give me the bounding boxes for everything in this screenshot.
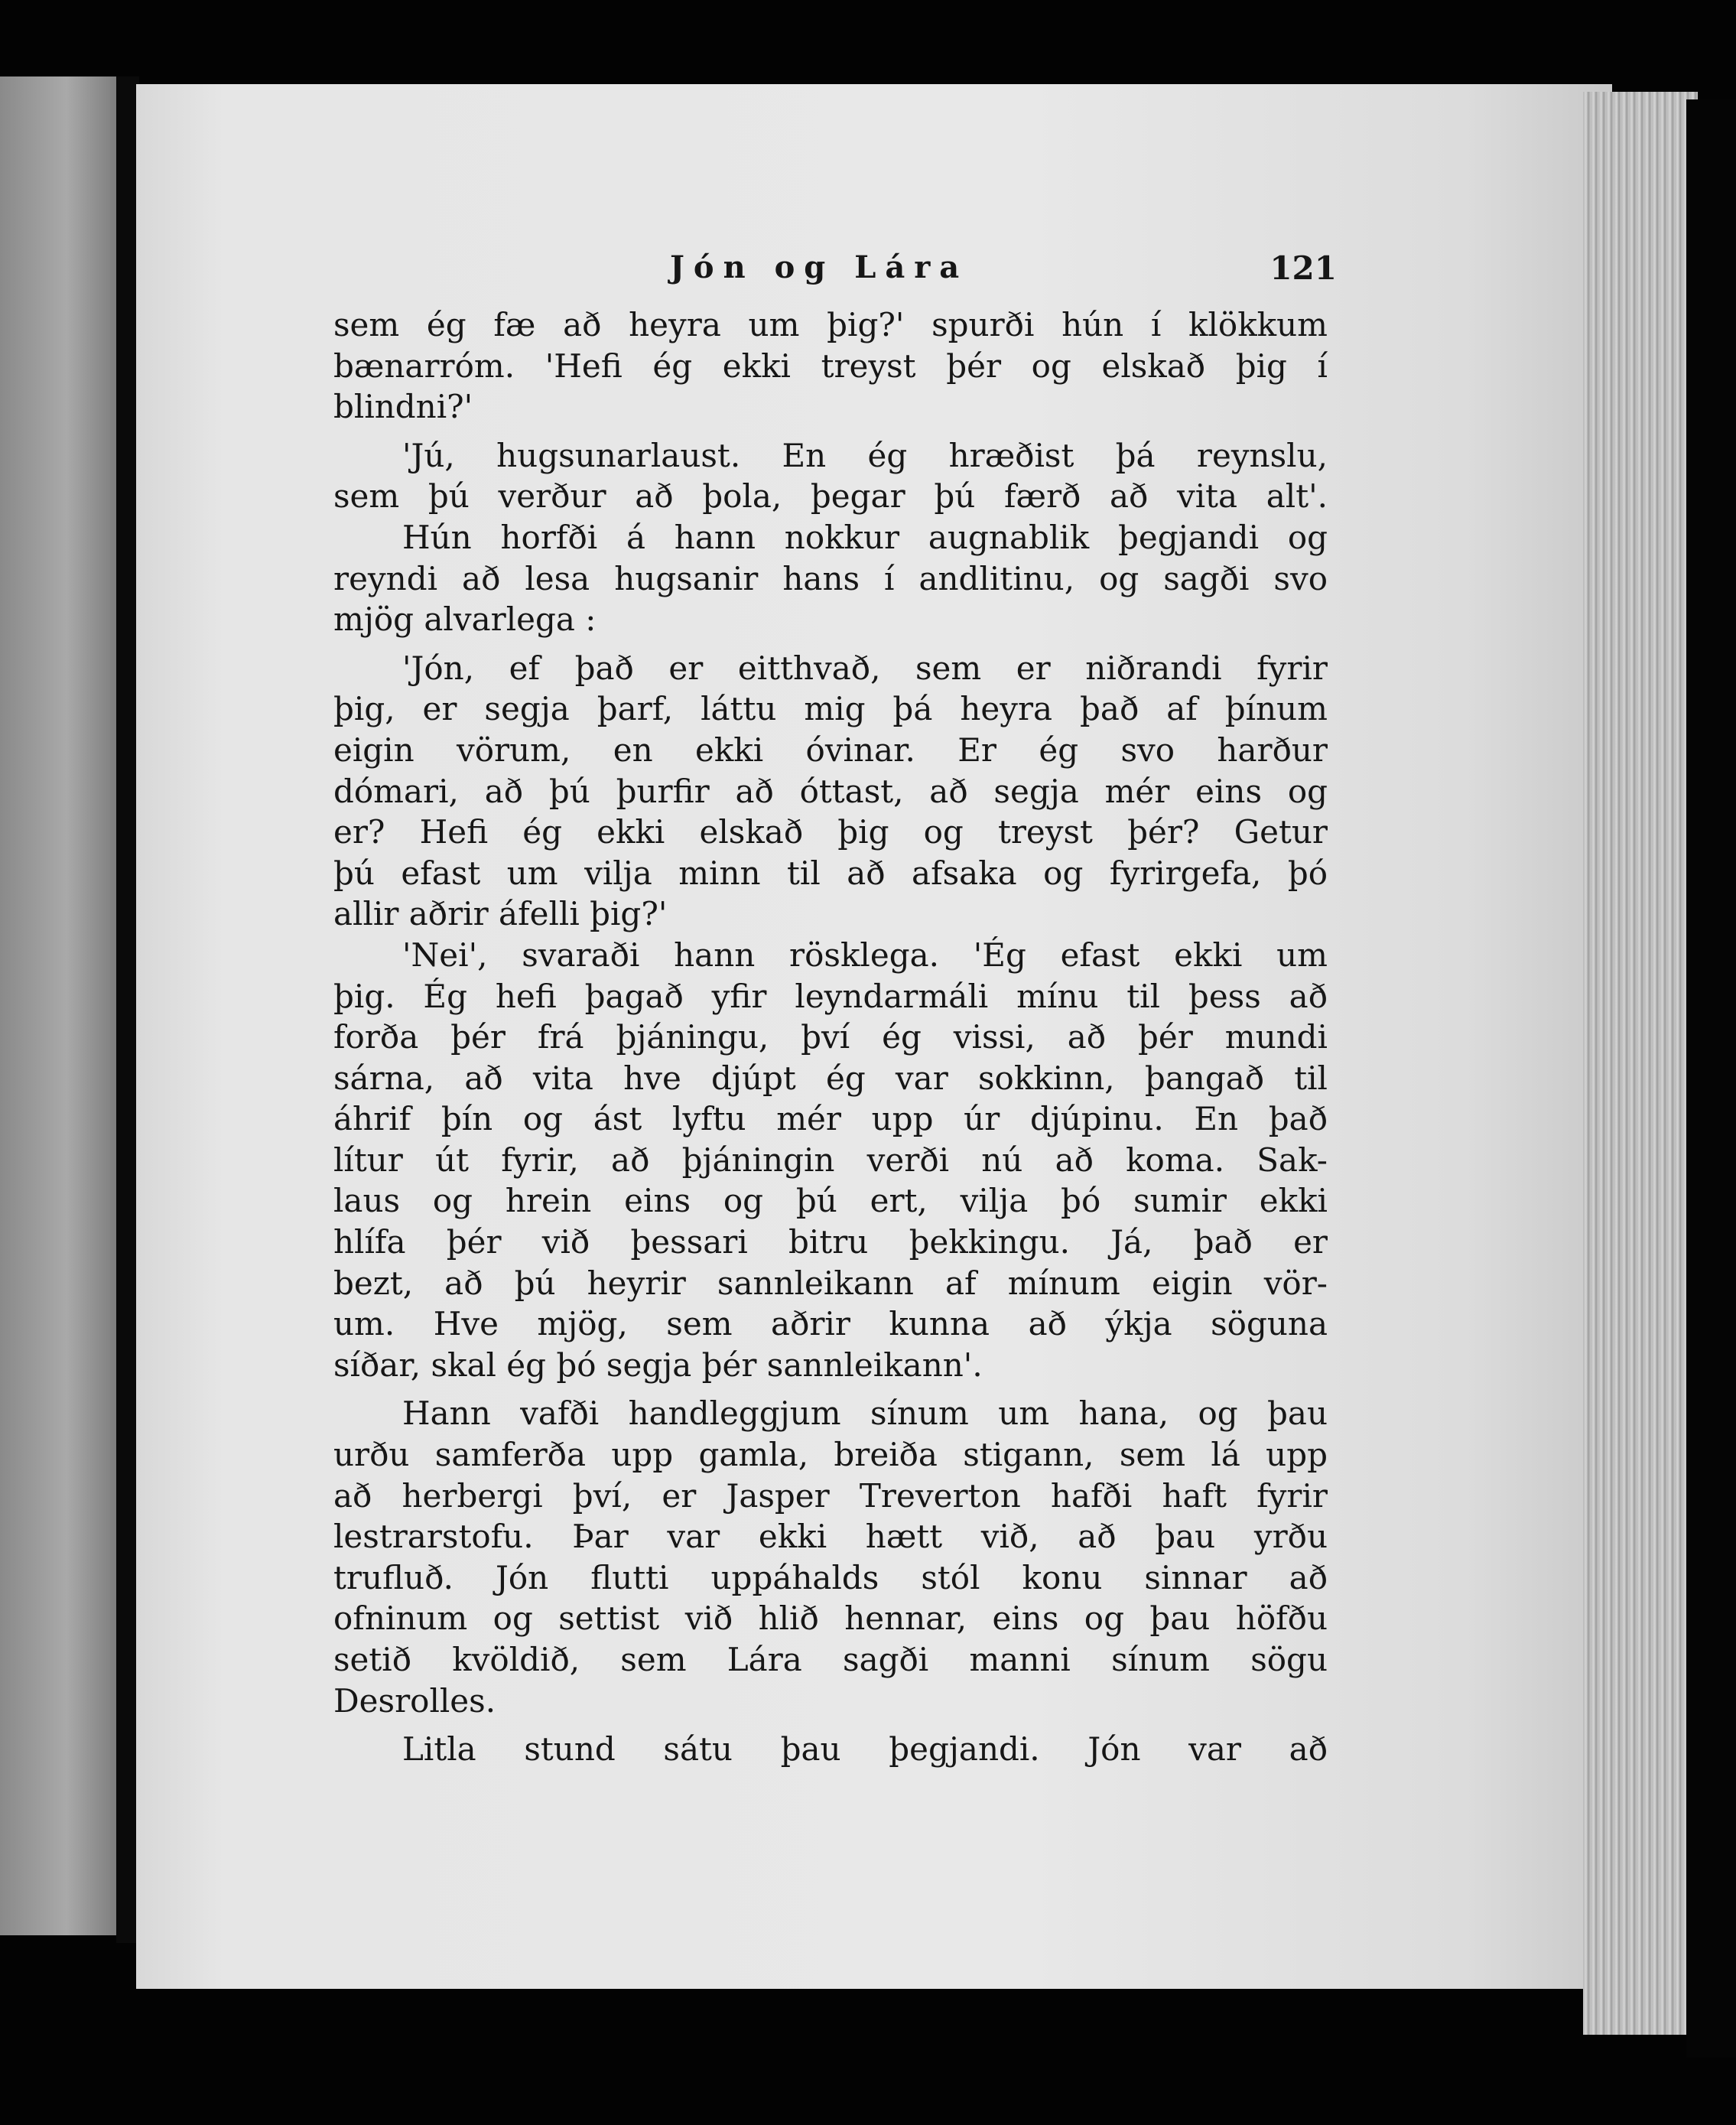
text-line: lítur út fyrir, að þjáningin verði nú að koma. Sak-: [333, 1141, 1328, 1179]
text-line: Litla stund sátu þau þegjandi. Jón var að: [402, 1730, 1328, 1769]
running-title: Jón og Lára: [670, 249, 969, 285]
page-edges: [1583, 92, 1698, 2035]
text-line: setið kvöldið, sem Lára sagði manni sínum sögu: [333, 1641, 1328, 1678]
text-line: blindni?': [333, 388, 473, 426]
text-line: þig. Ég hefi þagað yfir leyndarmáli mínu til þess að: [333, 977, 1328, 1015]
text-line: bezt, að þú heyrir sannleikann af mínum eigin vör-: [333, 1264, 1328, 1302]
text-line: Hann vafði handleggjum sínum um hana, og þau: [402, 1394, 1328, 1433]
text-line: þú efast um vilja minn til að afsaka og fyrirgefa, þó: [333, 854, 1328, 892]
text-line: allir aðrir áfelli þig?': [333, 895, 668, 933]
text-line: trufluð. Jón flutti uppáhalds stól konu sinnar að: [333, 1558, 1328, 1596]
text-line: síðar, skal ég þó segja þér sannleikann'.: [333, 1346, 983, 1384]
text-line: 'Jón, ef það er eitthvað, sem er niðrandi fyrir: [402, 649, 1328, 687]
text-line: mjög alvarlega :: [333, 600, 597, 639]
paragraph: [333, 304, 1328, 428]
text-line: hlífa þér við þessari bitru þekkingu. Já, það er: [333, 1223, 1328, 1261]
text-line: eigin vörum, en ekki óvinar. Er ég svo harður: [333, 731, 1328, 769]
text-line: er? Hefi ég ekki elskað þig og treyst þér? Getur: [333, 813, 1328, 851]
text-line: 'Nei', svaraði hann rösklega. 'Ég efast ekki um: [402, 936, 1328, 974]
text-line: að herbergi því, er Jasper Treverton hafði haft fyrir: [333, 1476, 1328, 1515]
text-line: 'Jú, hugsunarlaust. En ég hræðist þá reynslu,: [402, 436, 1328, 474]
text-line: urðu samferða upp gamla, breiða stigann, sem lá upp: [333, 1436, 1328, 1474]
text-line: sem þú verður að þola, þegar þú færð að vita alt'.: [333, 477, 1328, 516]
running-header: [333, 243, 1337, 304]
text-line: dómari, að þú þurfir að óttast, að segja mér eins og: [333, 772, 1328, 810]
text-line: forða þér frá þjáningu, því ég vissi, að þér mundi: [333, 1018, 1328, 1056]
text-line: ofninum og settist við hlið hennar, eins og þau höfðu: [333, 1599, 1328, 1638]
text-line: Desrolles.: [333, 1681, 496, 1720]
page-text: [333, 243, 1337, 1770]
paragraph: [333, 1729, 1328, 1770]
paragraph: [333, 517, 1328, 640]
paragraph: [333, 935, 1328, 1386]
paragraph: [333, 648, 1328, 935]
text-line: laus og hrein eins og þú ert, vilja þó sumir ekki: [333, 1182, 1328, 1220]
text-line: sem ég fæ að heyra um þig?' spurði hún í klökkum: [333, 306, 1328, 343]
text-line: þig, er segja þarf, láttu mig þá heyra það af þínum: [333, 690, 1328, 728]
facing-page-edge: [0, 76, 121, 1935]
edge-shadow: [1686, 99, 1736, 2058]
text-line: sárna, að vita hve djúpt ég var sokkinn, þangað til: [333, 1059, 1328, 1097]
text-line: reyndi að lesa hugsanir hans í andlitinu, og sagði svo: [333, 559, 1328, 597]
paragraph: [333, 435, 1328, 517]
page-number: 121: [1269, 249, 1337, 287]
text-line: bænarróm. 'Hefi ég ekki treyst þér og elskað þig í: [333, 347, 1328, 385]
text-line: lestrarstofu. Þar var ekki hætt við, að þau yrðu: [333, 1518, 1328, 1556]
text-line: um. Hve mjög, sem aðrir kunna að ýkja söguna: [333, 1305, 1328, 1343]
text-line: Hún horfði á hann nokkur augnablik þegjandi og: [402, 518, 1328, 556]
text-line: áhrif þín og ást lyftu mér upp úr djúpinu. En það: [333, 1100, 1328, 1138]
paragraph: [333, 1393, 1328, 1721]
